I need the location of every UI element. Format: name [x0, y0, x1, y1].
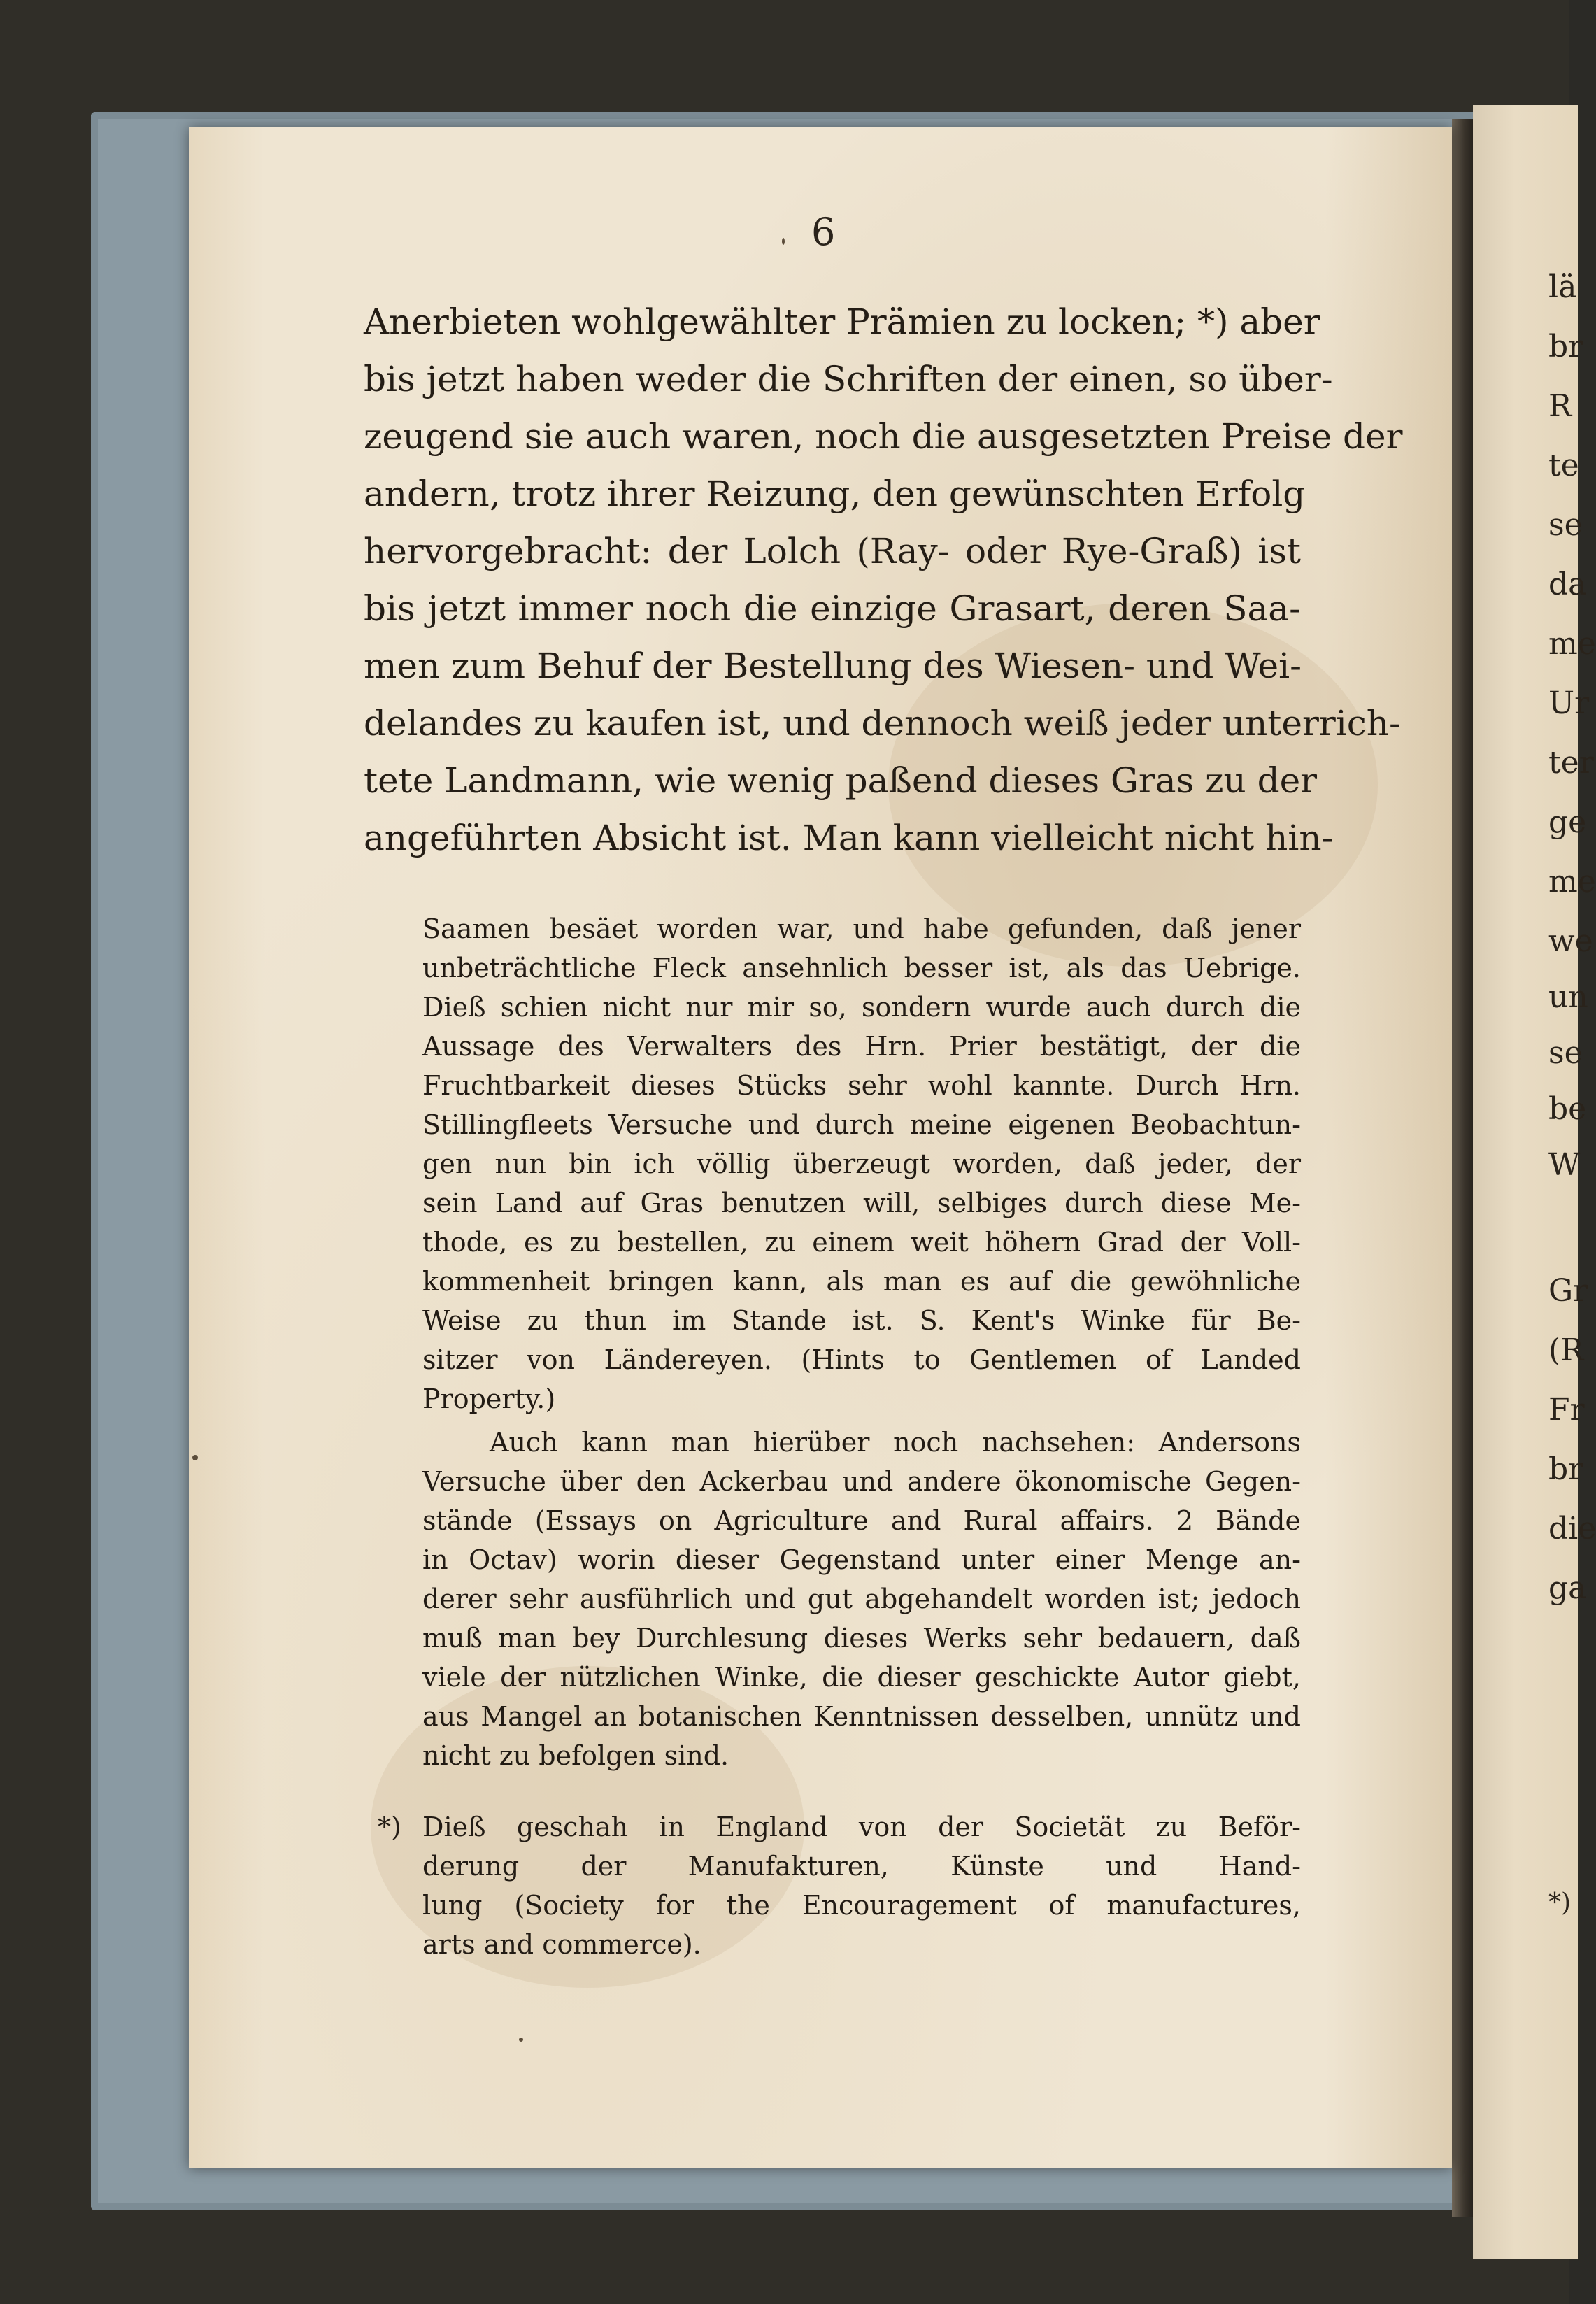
facing-page-fragment: ga	[1548, 1570, 1587, 1606]
note-text-line: aus Mangel an botanischen Kenntnissen desselben, unnütz und	[422, 1701, 1301, 1732]
book-gutter	[1452, 119, 1473, 2217]
facing-page-fragment: me	[1548, 864, 1596, 899]
facing-page-fragment: *)	[1548, 1889, 1572, 1917]
note-text-line: nicht zu befolgen sind.	[422, 1740, 729, 1771]
paper-speck	[519, 2038, 523, 2042]
body-text-line: hervorgebracht: der Lolch (Ray- oder Rye-Graß) ist	[364, 531, 1301, 571]
paper-speck	[782, 238, 785, 245]
facing-page-fragment: ter	[1548, 745, 1594, 781]
footnote-text-line: lung (Society for the Encouragement of manufactures,	[422, 1890, 1301, 1921]
body-text-line: tete Landmann, wie wenig paßend dieses Gras zu der	[364, 760, 1318, 801]
note-text-line: Fruchtbarkeit dieses Stücks sehr wohl kannte. Durch Hrn.	[422, 1070, 1301, 1101]
body-text-line: angeführten Absicht ist. Man kann vielleicht nicht hin-	[364, 818, 1334, 858]
note-text-line: stände (Essays on Agriculture and Rural affairs. 2 Bände	[422, 1505, 1301, 1536]
facing-page-fragment: (R	[1548, 1332, 1584, 1368]
note-text-line: Dieß schien nicht nur mir so, sondern wurde auch durch die	[422, 992, 1301, 1023]
facing-page-fragment: br	[1548, 329, 1583, 364]
body-text-line: men zum Behuf der Bestellung des Wiesen- und Wei-	[364, 646, 1302, 686]
facing-page-fragment: die	[1548, 1511, 1596, 1546]
note-text-line: sein Land auf Gras benutzen will, selbiges durch diese Me-	[422, 1188, 1301, 1218]
note-text-line: Versuche über den Ackerbau und andere ökonomische Gegen-	[422, 1466, 1301, 1497]
note-text-line: thode, es zu bestellen, zu einem weit höhern Grad der Voll-	[422, 1227, 1301, 1258]
note-text-line: Aussage des Verwalters des Hrn. Prier bestätigt, der die	[422, 1031, 1301, 1062]
facing-page-fragment: be	[1548, 1091, 1587, 1127]
footnote-text-line: Dieß geschah in England von der Societät zu Beför-	[422, 1812, 1301, 1842]
facing-page-fragment: Ur	[1548, 685, 1590, 721]
facing-page-fragment: Gr	[1548, 1273, 1588, 1309]
note-text-line: Auch kann man hierüber noch nachsehen: Andersons	[490, 1427, 1301, 1458]
facing-page-fragment: Fr	[1548, 1392, 1585, 1428]
note-text-line: Stillingfleets Versuche und durch meine eigenen Beobachtun-	[422, 1109, 1301, 1140]
body-text-line: bis jetzt immer noch die einzige Grasart, deren Saa-	[364, 588, 1301, 629]
facing-page-fragment: we	[1548, 923, 1593, 959]
facing-page-fragment: me	[1548, 626, 1596, 662]
facing-page-fragment: se	[1548, 507, 1583, 543]
facing-page-fragment: te	[1548, 448, 1579, 483]
footnote-text-line: derung der Manufakturen, Künste und Hand-	[422, 1851, 1301, 1882]
note-text-line: gen nun bin ich völlig überzeugt worden, daß jeder, der	[422, 1149, 1301, 1179]
note-text-line: sitzer von Ländereyen. (Hints to Gentlemen of Landed	[422, 1344, 1301, 1375]
note-text-line: Saamen besäet worden war, und habe gefunden, daß jener	[422, 913, 1301, 944]
paper-speck	[192, 1455, 198, 1460]
body-text-line: delandes zu kaufen ist, und dennoch weiß jeder unterrich-	[364, 703, 1401, 744]
facing-page-fragment: un	[1548, 979, 1588, 1015]
note-text-line: muß man bey Durchlesung dieses Werks sehr bedauern, daß	[422, 1623, 1301, 1654]
facing-page-fragment: ge	[1548, 804, 1587, 840]
note-text-line: Weise zu thun im Stande ist. S. Kent's Winke für Be-	[422, 1305, 1301, 1336]
facing-page-fragment: br	[1548, 1451, 1583, 1487]
facing-page-fragment: lä	[1548, 269, 1577, 305]
body-text-line: bis jetzt haben weder die Schriften der einen, so über-	[364, 359, 1333, 399]
note-text-line: unbeträchtliche Fleck ansehnlich besser ist, als das Uebrige.	[422, 953, 1301, 983]
note-text-line: in Octav) worin dieser Gegenstand unter einer Menge an-	[422, 1544, 1301, 1575]
note-text-line: Property.)	[422, 1384, 556, 1414]
body-text-line: Anerbieten wohlgewählter Prämien zu locken; *) aber	[364, 301, 1320, 342]
facing-page-fragment: R	[1548, 388, 1572, 424]
note-text-line: viele der nützlichen Winke, die dieser geschickte Autor giebt,	[422, 1662, 1301, 1693]
note-text-line: derer sehr ausführlich und gut abgehandelt worden ist; jedoch	[422, 1584, 1301, 1614]
body-text-line: andern, trotz ihrer Reizung, den gewünschten Erfolg	[364, 474, 1306, 514]
note-text-line: kommenheit bringen kann, als man es auf die gewöhnliche	[422, 1266, 1301, 1297]
facing-page-fragment: da	[1548, 567, 1587, 602]
facing-page-fragment: W	[1548, 1147, 1581, 1183]
body-text-line: zeugend sie auch waren, noch die ausgesetzten Preise der	[364, 416, 1403, 457]
footnote-text-line: arts and commerce).	[422, 1929, 701, 1960]
facing-page-fragment: se	[1548, 1035, 1583, 1071]
footnote-marker: *)	[378, 1812, 401, 1842]
page-number: 6	[811, 210, 836, 254]
